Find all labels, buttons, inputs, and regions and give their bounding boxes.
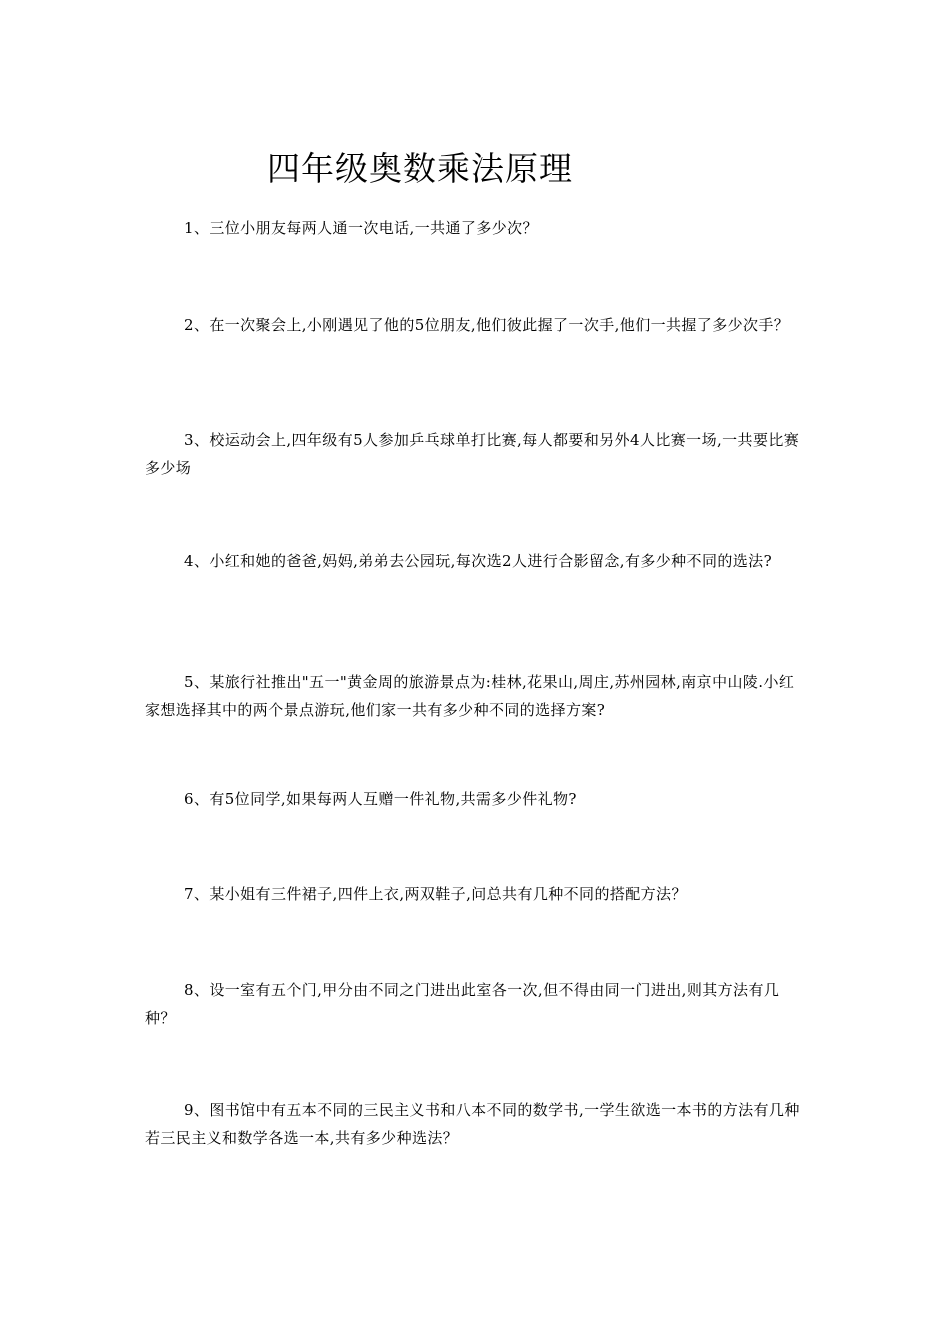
problem-7: 7、某小姐有三件裙子,四件上衣,两双鞋子,问总共有几种不同的搭配方法？: [184, 885, 687, 903]
document-title: 四年级奥数乘法原理: [267, 149, 573, 188]
problem-5: 5、某旅行社推出"五一"黄金周的旅游景点为:桂林,花果山,周庄,苏州园林,南京中山陵.小红家想选择其中的两个景点游玩,他们家一共有多少种不同的选择方案?: [145, 673, 795, 719]
problem-3: 3、校运动会上,四年级有5人参加乒乓球单打比赛,每人都要和另外4人比赛一场,一共要比赛多少场: [145, 431, 800, 477]
problem-9: 9、图书馆中有五本不同的三民主义书和八本不同的数学书,一学生欲选一本书的方法有几种 若三民主义和数学各选一本,共有多少种选法？: [145, 1101, 800, 1147]
problem-8: 8、设一室有五个门,甲分由不同之门进出此室各一次,但不得由同一门进出,则其方法有几种？: [145, 981, 780, 1027]
problem-2: 2、在一次聚会上,小刚遇见了他的5位朋友,他们彼此握了一次手,他们一共握了多少次手？: [184, 316, 790, 334]
problem-4: 4、小红和她的爸爸,妈妈,弟弟去公园玩,每次选2人进行合影留念,有多少种不同的选法?: [184, 552, 773, 570]
problem-1: 1、三位小朋友每两人通一次电话,一共通了多少次？: [184, 219, 538, 237]
problem-6: 6、有5位同学,如果每两人互赠一件礼物,共需多少件礼物?: [184, 790, 577, 808]
